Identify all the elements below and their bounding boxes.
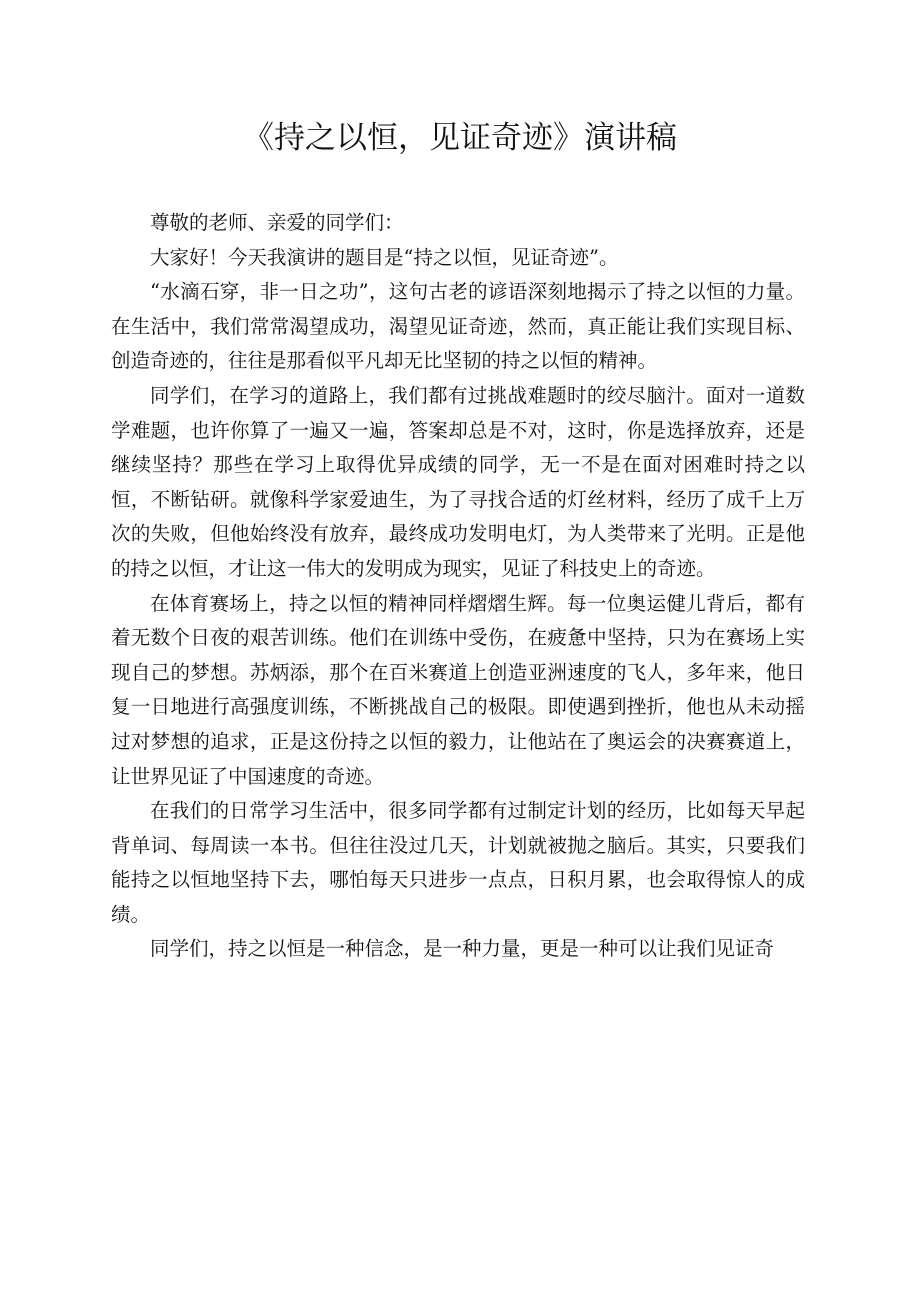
paragraph: 在我们的日常学习生活中，很多同学都有过制定计划的经历，比如每天早起背单词、每周读一本书。但往往没过几天，计划就被抛之脑后。其实，只要我们能持之以恒地坚持下去，哪怕每天只进步一点点，日积月累，也会取得惊人的成绩。 (111, 799, 805, 926)
paragraph: 同学们，在学习的道路上，我们都有过挑战难题时的绞尽脑汁。面对一道数学难题，也许你算了一遍又一遍，答案却总是不对，这时，你是选择放弃，还是继续坚持？那些在学习上取得优异成绩的同学，无一不是在面对困难时持之以恒，不断钻研。就像科学家爱迪生，为了寻找合适的灯丝材料，经历了成千上万次的失败，但他始终没有放弃，最终成功发明电灯，为人类带来了光明。正是他的持之以恒，才让这一伟大的发明成为现实，见证了科技史上的奇迹。 (111, 383, 805, 580)
paragraph-greeting: 大家好！今天我演讲的题目是“持之以恒，见证奇迹”。 (150, 245, 619, 269)
document-body (111, 206, 805, 967)
paragraph-salutation: 尊敬的老师、亲爱的同学们： (150, 211, 404, 234)
paragraph: 同学们，持之以恒是一种信念，是一种力量，更是一种可以让我们见证奇 (150, 937, 775, 961)
document-title: 《持之以恒，见证奇迹》演讲稿 (243, 120, 677, 156)
paragraph: 在体育赛场上，持之以恒的精神同样熠熠生辉。每一位奥运健儿背后，都有着无数个日夜的艰苦训练。他们在训练中受伤，在疲惫中坚持，只为在赛场上实现自己的梦想。苏炳添，那个在百米赛道上创造亚洲速度的飞人，多年来，他日复一日地进行高强度训练，不断挑战自己的极限。即使遇到挫折，他也从未动摇过对梦想的追求，正是这份持之以恒的毅力，让他站在了奥运会的决赛赛道上，让世界见证了中国速度的奇迹。 (111, 591, 805, 788)
paragraph: “水滴石穿，非一日之功”，这句古老的谚语深刻地揭示了持之以恒的力量。在生活中，我们常常渴望成功，渴望见证奇迹，然而，真正能让我们实现目标、创造奇迹的，往往是那看似平凡却无比坚韧的持之以恒的精神。 (111, 280, 805, 373)
